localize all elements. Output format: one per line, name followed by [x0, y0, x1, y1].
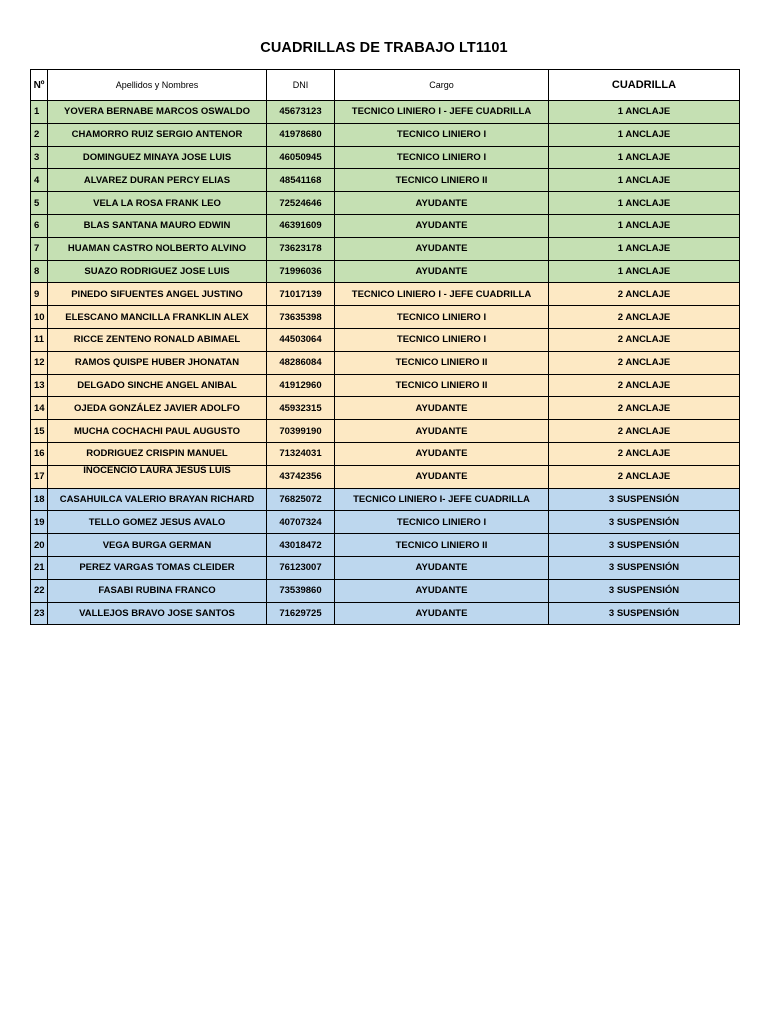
cell-dni: 48541168: [267, 169, 335, 192]
cell-number: 22: [31, 579, 48, 602]
table-row: [31, 420, 740, 443]
cell-cuadrilla: 2 ANCLAJE: [549, 351, 740, 374]
crew-table: [30, 69, 740, 625]
cell-number: 5: [31, 192, 48, 215]
cell-cargo: TECNICO LINIERO II: [335, 534, 549, 557]
cell-cargo: TECNICO LINIERO II: [335, 169, 549, 192]
cell-name: SUAZO RODRIGUEZ JOSE LUIS: [48, 260, 267, 283]
cell-name: FASABI RUBINA FRANCO: [48, 579, 267, 602]
table-row: [31, 192, 740, 215]
cell-cuadrilla: 1 ANCLAJE: [549, 101, 740, 124]
cell-number: 4: [31, 169, 48, 192]
cell-cuadrilla: 3 SUSPENSIÓN: [549, 579, 740, 602]
cell-cargo: TECNICO LINIERO I: [335, 123, 549, 146]
cell-number: 1: [31, 101, 48, 124]
cell-cargo: AYUDANTE: [335, 579, 549, 602]
cell-name: OJEDA GONZÁLEZ JAVIER ADOLFO: [48, 397, 267, 420]
cell-cargo: AYUDANTE: [335, 260, 549, 283]
cell-cargo: TECNICO LINIERO I: [335, 328, 549, 351]
cell-name: VALLEJOS BRAVO JOSE SANTOS: [48, 602, 267, 625]
cell-number: 10: [31, 306, 48, 329]
table-row: [31, 602, 740, 625]
cell-number: 7: [31, 237, 48, 260]
cell-cargo: AYUDANTE: [335, 420, 549, 443]
cell-cuadrilla: 3 SUSPENSIÓN: [549, 488, 740, 511]
cell-cargo: TECNICO LINIERO I- JEFE CUADRILLA: [335, 488, 549, 511]
cell-name: RODRIGUEZ CRISPIN MANUEL: [48, 442, 267, 465]
table-row: [31, 397, 740, 420]
cell-dni: 71324031: [267, 442, 335, 465]
cell-cargo: AYUDANTE: [335, 237, 549, 260]
cell-cargo: TECNICO LINIERO II: [335, 351, 549, 374]
table-row: [31, 214, 740, 237]
table-row: [31, 534, 740, 557]
cell-cuadrilla: 1 ANCLAJE: [549, 260, 740, 283]
cell-cuadrilla: 2 ANCLAJE: [549, 465, 740, 488]
cell-number: 21: [31, 556, 48, 579]
cell-cuadrilla: 1 ANCLAJE: [549, 123, 740, 146]
cell-dni: 46050945: [267, 146, 335, 169]
cell-number: 15: [31, 420, 48, 443]
header-name: Apellidos y Nombres: [48, 70, 267, 101]
cell-name: VEGA BURGA GERMAN: [48, 534, 267, 557]
table-row: [31, 146, 740, 169]
cell-cuadrilla: 2 ANCLAJE: [549, 374, 740, 397]
cell-cuadrilla: 2 ANCLAJE: [549, 306, 740, 329]
cell-name: HUAMAN CASTRO NOLBERTO ALVINO: [48, 237, 267, 260]
table-row: [31, 306, 740, 329]
cell-cargo: AYUDANTE: [335, 556, 549, 579]
cell-number: 11: [31, 328, 48, 351]
cell-number: 23: [31, 602, 48, 625]
cell-cuadrilla: 1 ANCLAJE: [549, 169, 740, 192]
cell-number: 13: [31, 374, 48, 397]
cell-cargo: TECNICO LINIERO I - JEFE CUADRILLA: [335, 101, 549, 124]
cell-number: 9: [31, 283, 48, 306]
table-row: [31, 351, 740, 374]
cell-dni: 45932315: [267, 397, 335, 420]
header-number: Nº: [31, 70, 48, 101]
cell-number: 16: [31, 442, 48, 465]
cell-cuadrilla: 3 SUSPENSIÓN: [549, 534, 740, 557]
cell-cuadrilla: 1 ANCLAJE: [549, 214, 740, 237]
table-row: [31, 101, 740, 124]
cell-dni: 71996036: [267, 260, 335, 283]
table-row: [31, 556, 740, 579]
cell-cuadrilla: 3 SUSPENSIÓN: [549, 602, 740, 625]
cell-cargo: TECNICO LINIERO I - JEFE CUADRILLA: [335, 283, 549, 306]
table-header-row: [31, 70, 740, 101]
cell-number: 6: [31, 214, 48, 237]
cell-cuadrilla: 1 ANCLAJE: [549, 237, 740, 260]
table-row: [31, 283, 740, 306]
cell-number: 14: [31, 397, 48, 420]
table-row: [31, 237, 740, 260]
cell-name: MUCHA COCHACHI PAUL AUGUSTO: [48, 420, 267, 443]
cell-dni: 45673123: [267, 101, 335, 124]
cell-number: 3: [31, 146, 48, 169]
table-row: [31, 169, 740, 192]
cell-dni: 44503064: [267, 328, 335, 351]
cell-cuadrilla: 1 ANCLAJE: [549, 146, 740, 169]
cell-name: CASAHUILCA VALERIO BRAYAN RICHARD: [48, 488, 267, 511]
cell-cuadrilla: 2 ANCLAJE: [549, 420, 740, 443]
cell-cargo: AYUDANTE: [335, 397, 549, 420]
cell-cuadrilla: 2 ANCLAJE: [549, 442, 740, 465]
cell-dni: 41978680: [267, 123, 335, 146]
table-row: [31, 260, 740, 283]
cell-name: DOMINGUEZ MINAYA JOSE LUIS: [48, 146, 267, 169]
cell-name: ALVAREZ DURAN PERCY ELIAS: [48, 169, 267, 192]
cell-dni: 71629725: [267, 602, 335, 625]
cell-dni: 46391609: [267, 214, 335, 237]
cell-name: BLAS SANTANA MAURO EDWIN: [48, 214, 267, 237]
cell-cuadrilla: 3 SUSPENSIÓN: [549, 556, 740, 579]
cell-number: 19: [31, 511, 48, 534]
header-dni: DNI: [267, 70, 335, 101]
cell-number: 2: [31, 123, 48, 146]
cell-name: INOCENCIO LAURA JESUS LUIS: [48, 465, 267, 488]
cell-dni: 43742356: [267, 465, 335, 488]
cell-name: TELLO GOMEZ JESUS AVALO: [48, 511, 267, 534]
cell-number: 12: [31, 351, 48, 374]
table-row: [31, 579, 740, 602]
table-row: [31, 442, 740, 465]
table-row: [31, 328, 740, 351]
table-row: [31, 123, 740, 146]
cell-dni: 73623178: [267, 237, 335, 260]
cell-name: RICCE ZENTENO RONALD ABIMAEL: [48, 328, 267, 351]
cell-dni: 41912960: [267, 374, 335, 397]
cell-cuadrilla: 1 ANCLAJE: [549, 192, 740, 215]
table-row: [31, 465, 740, 488]
cell-cargo: AYUDANTE: [335, 442, 549, 465]
cell-name: PEREZ VARGAS TOMAS CLEIDER: [48, 556, 267, 579]
cell-dni: 71017139: [267, 283, 335, 306]
cell-cuadrilla: 2 ANCLAJE: [549, 328, 740, 351]
cell-dni: 43018472: [267, 534, 335, 557]
cell-name: PINEDO SIFUENTES ANGEL JUSTINO: [48, 283, 267, 306]
cell-cargo: AYUDANTE: [335, 465, 549, 488]
cell-cargo: AYUDANTE: [335, 192, 549, 215]
cell-cargo: TECNICO LINIERO I: [335, 306, 549, 329]
cell-cargo: AYUDANTE: [335, 214, 549, 237]
table-row: [31, 511, 740, 534]
table-body: [31, 101, 740, 625]
cell-cuadrilla: 2 ANCLAJE: [549, 283, 740, 306]
cell-cargo: TECNICO LINIERO II: [335, 374, 549, 397]
cell-name: DELGADO SINCHE ANGEL ANIBAL: [48, 374, 267, 397]
cell-dni: 76123007: [267, 556, 335, 579]
cell-cargo: AYUDANTE: [335, 602, 549, 625]
header-cuadrilla: CUADRILLA: [549, 70, 740, 101]
table-row: [31, 374, 740, 397]
cell-dni: 73635398: [267, 306, 335, 329]
cell-dni: 72524646: [267, 192, 335, 215]
cell-dni: 48286084: [267, 351, 335, 374]
cell-name: YOVERA BERNABE MARCOS OSWALDO: [48, 101, 267, 124]
cell-dni: 40707324: [267, 511, 335, 534]
cell-dni: 70399190: [267, 420, 335, 443]
page-title: CUADRILLAS DE TRABAJO LT1101: [260, 40, 508, 56]
cell-cargo: TECNICO LINIERO I: [335, 511, 549, 534]
cell-name: ELESCANO MANCILLA FRANKLIN ALEX: [48, 306, 267, 329]
header-cargo: Cargo: [335, 70, 549, 101]
cell-name: VELA LA ROSA FRANK LEO: [48, 192, 267, 215]
cell-name: RAMOS QUISPE HUBER JHONATAN: [48, 351, 267, 374]
cell-dni: 76825072: [267, 488, 335, 511]
table-row: [31, 488, 740, 511]
cell-number: 8: [31, 260, 48, 283]
cell-name: CHAMORRO RUIZ SERGIO ANTENOR: [48, 123, 267, 146]
cell-number: 18: [31, 488, 48, 511]
cell-number: 17: [31, 465, 48, 488]
cell-cargo: TECNICO LINIERO I: [335, 146, 549, 169]
cell-dni: 73539860: [267, 579, 335, 602]
cell-number: 20: [31, 534, 48, 557]
cell-cuadrilla: 2 ANCLAJE: [549, 397, 740, 420]
cell-cuadrilla: 3 SUSPENSIÓN: [549, 511, 740, 534]
